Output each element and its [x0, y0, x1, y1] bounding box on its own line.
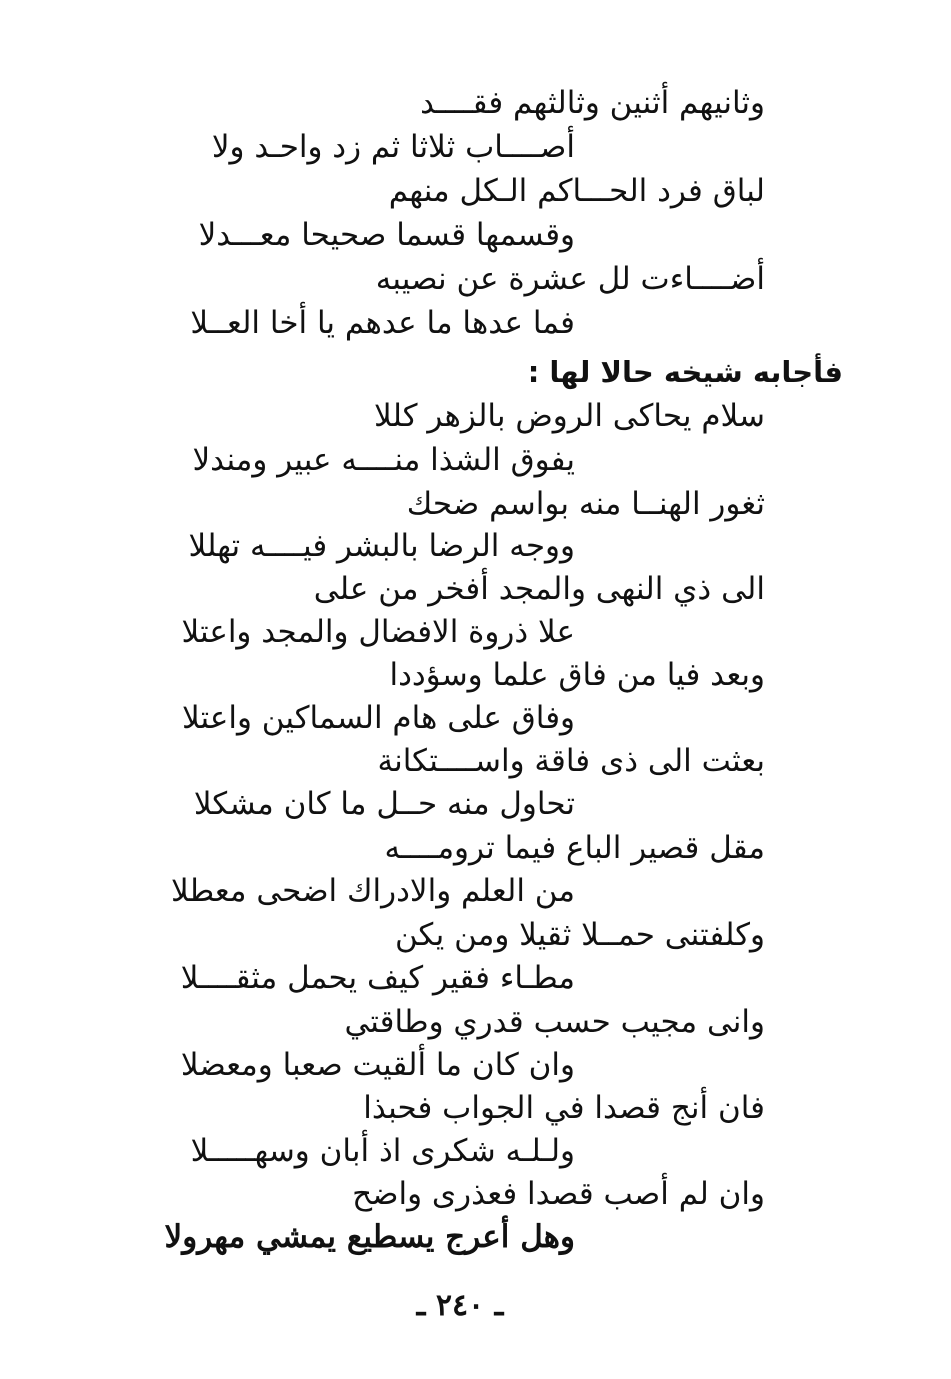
- verse-line: أضــــاءت لل عشرة عن نصيبه: [375, 261, 765, 297]
- verse-line: وان لم أصب قصدا فعذرى واضح: [352, 1176, 765, 1212]
- verse-line: يفوق الشذا منــــه عبير ومندلا: [192, 442, 575, 478]
- verse-line: مقل قصير الباع فيما ترومــــه: [384, 830, 765, 866]
- verse-line: وانى مجيب حسب قدري وطاقتي: [344, 1004, 765, 1040]
- section-heading: فأجابه شيخه حالا لها :: [527, 355, 843, 389]
- verse-line: علا ذروة الافضال والمجد واعتلا: [181, 614, 575, 650]
- verse-line: لباق فرد الحـــاكم الـكل منهم: [388, 173, 765, 209]
- verse-line: من العلم والادراك اضحى معطلا: [171, 873, 575, 909]
- verse-line: الى ذي النهى والمجد أفخر من على: [313, 571, 765, 607]
- verse-line: فان أنج قصدا في الجواب فحبذا: [363, 1090, 765, 1126]
- verse-line: وان كان ما ألقيت صعبا ومعضلا: [180, 1047, 575, 1083]
- verse-line: وقسمها قسما صحيحا معـــدلا: [198, 217, 575, 253]
- verse-line: وفاق على هام السماكين واعتلا: [181, 700, 575, 736]
- verse-line: فما عدها ما عدهم يا أخا العــلا: [190, 305, 575, 341]
- verse-line: ووجه الرضا بالبشر فيــــه تهللا: [188, 528, 575, 564]
- verse-line: وثانيهم أثنين وثالثهم فقــــد: [420, 85, 765, 121]
- verse-line: ثغور الهنــا منه بواسم ضحك: [406, 486, 765, 522]
- verse-line: وكلفتنى حمــلا ثقيلا ومن يكن: [394, 917, 765, 953]
- verse-line: أصــــاب ثلاثا ثم زد واحـد ولا: [211, 129, 575, 165]
- verse-line: سلام يحاكى الروض بالزهر كللا: [374, 398, 765, 434]
- verse-line: وبعد فيا من فاق علما وسؤددا: [389, 657, 765, 693]
- verse-line: ولـلـه شكرى اذ أبان وسهـــــلا: [190, 1133, 575, 1169]
- verse-line: مطـاء فقير كيف يحمل مثقــــلا: [180, 960, 575, 996]
- verse-line: بعثت الى ذى فاقة واســــتكانة: [377, 743, 765, 779]
- verse-line: وهل أعرج يسطيع يمشي مهرولا: [164, 1219, 575, 1255]
- page-number: ـ ٢٤٠ ـ: [416, 1288, 504, 1323]
- verse-line: تحاول منه حــل ما كان مشكلا: [193, 786, 575, 822]
